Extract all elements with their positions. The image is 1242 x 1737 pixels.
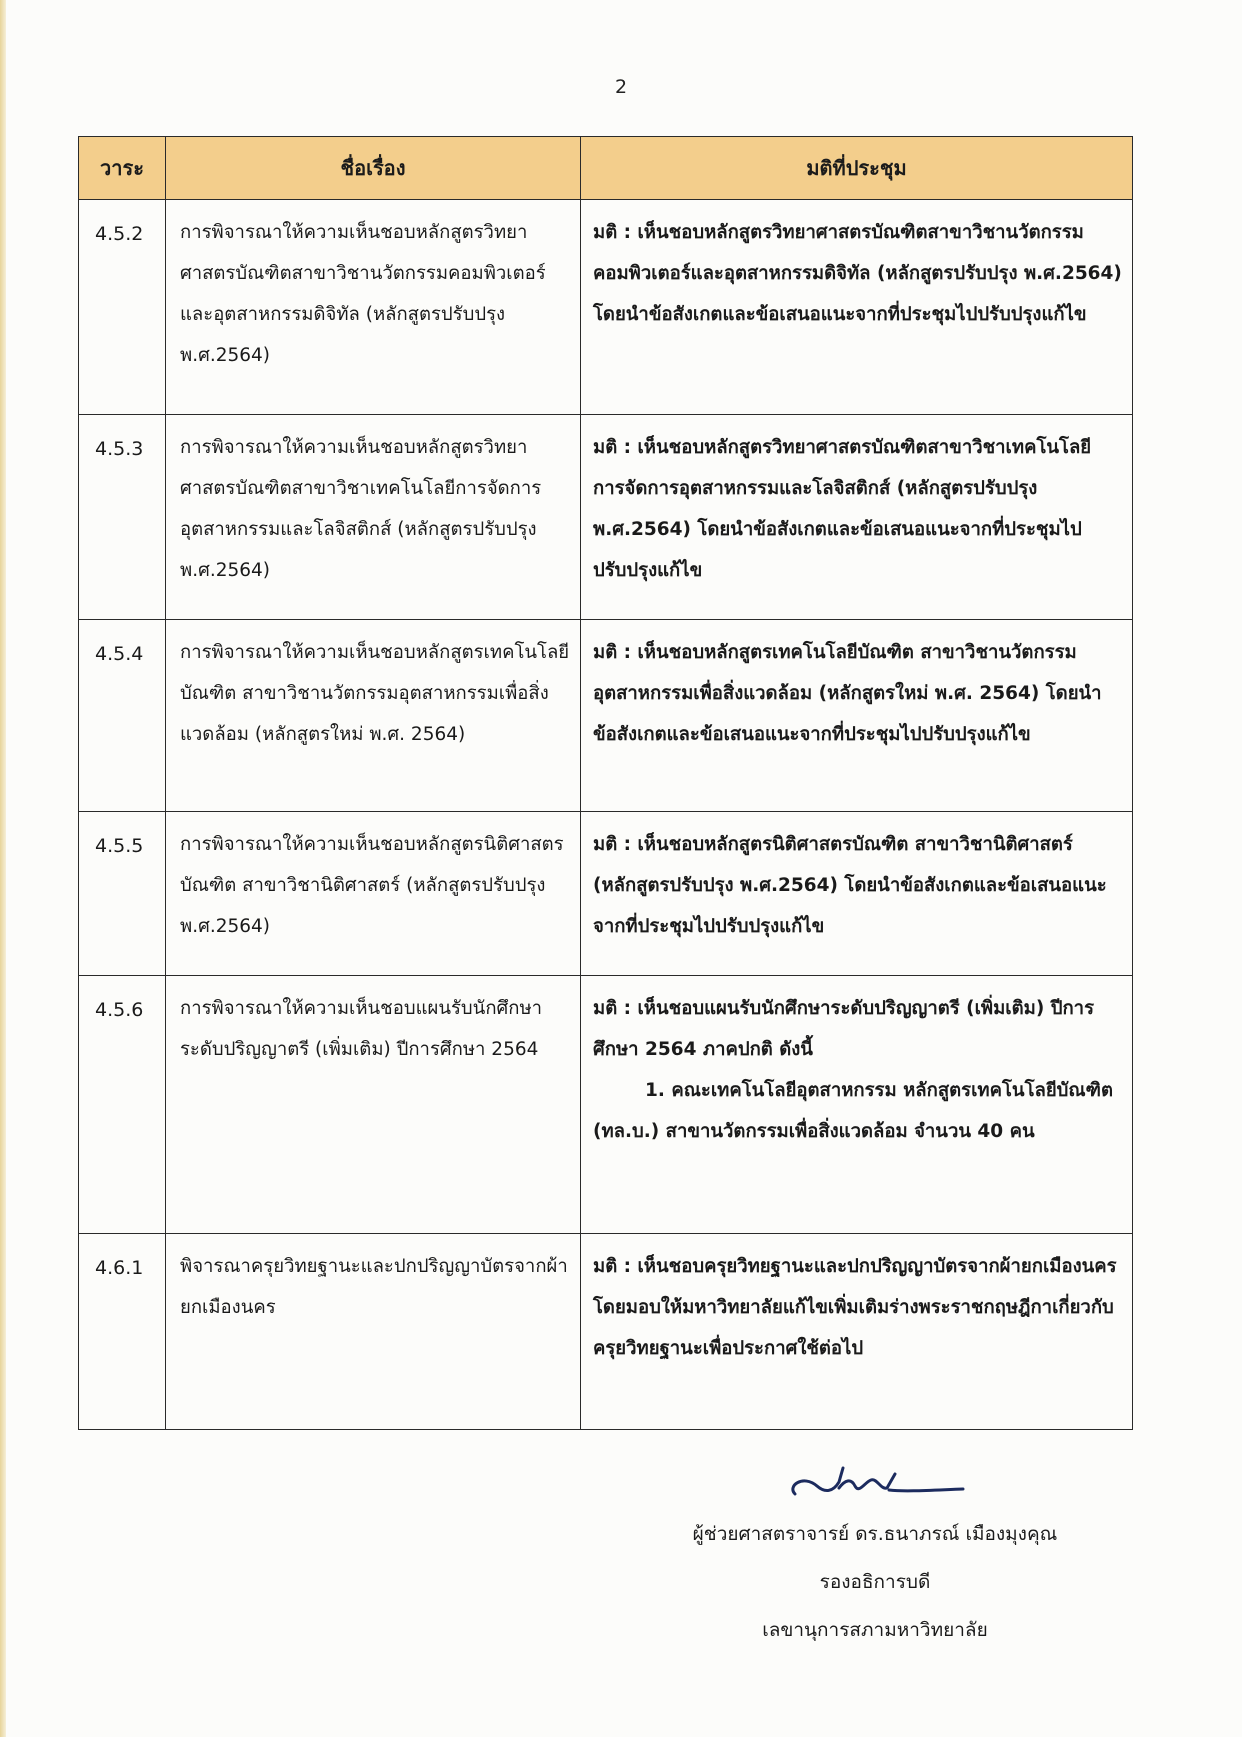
page-edge <box>0 0 6 1737</box>
signatory-name: ผู้ช่วยศาสตราจารย์ ดร.ธนาภรณ์ เมืองมุงคุณ <box>692 1523 1058 1545</box>
table-row <box>79 812 1133 976</box>
header-subject: ชื่อเรื่อง <box>166 137 581 200</box>
subject-text: การพิจารณาให้ความเห็นชอบหลักสูตรวิทยาศาสตรบัณฑิตสาขาวิชาเทคโนโลยีการจัดการอุตสาหกรรมและโลจิสติกส์ (หลักสูตรปรับปรุง พ.ศ.2564) <box>166 415 581 620</box>
subject-text: การพิจารณาให้ความเห็นชอบแผนรับนักศึกษาระดับปริญญาตรี (เพิ่มเติม) ปีการศึกษา 2564 <box>166 976 581 1234</box>
handwritten-signature <box>785 1460 965 1510</box>
resolution-text: มติ : เห็นชอบหลักสูตรเทคโนโลยีบัณฑิต สาขาวิชานวัตกรรมอุตสาหกรรมเพื่อสิ่งแวดล้อม (หลักสูตรใหม่ พ.ศ. 2564) โดยนำข้อสังเกตและข้อเสนอแนะจากที่ประชุมไปปรับปรุงแก้ไข <box>581 620 1133 812</box>
table-row <box>79 1234 1133 1430</box>
header-resolution: มติที่ประชุม <box>581 137 1133 200</box>
signatory-position: รองอธิการบดี <box>819 1571 931 1593</box>
page-number: 2 <box>614 76 628 98</box>
table-row <box>79 415 1133 620</box>
table-header-row <box>79 137 1133 200</box>
resolution-text: มติ : เห็นชอบหลักสูตรวิทยาศาสตรบัณฑิตสาขาวิชาเทคโนโลยีการจัดการอุตสาหกรรมและโลจิสติกส์ (หลักสูตรปรับปรุง พ.ศ.2564) โดยนำข้อสังเกตและข้อเสนอแนะจากที่ประชุมไปปรับปรุงแก้ไข <box>581 415 1133 620</box>
agenda-number: 4.5.4 <box>79 620 166 812</box>
signature-block <box>660 1460 1090 1654</box>
table-row <box>79 620 1133 812</box>
subject-text: พิจารณาครุยวิทยฐานะและปกปริญญาบัตรจากผ้ายกเมืองนคร <box>166 1234 581 1430</box>
resolution-text: มติ : เห็นชอบแผนรับนักศึกษาระดับปริญญาตรี (เพิ่มเติม) ปีการศึกษา 2564 ภาคปกติ ดังนี้ <box>593 998 1095 1060</box>
signatory-role: เลขานุการสภามหาวิทยาลัย <box>762 1619 988 1641</box>
subject-text: การพิจารณาให้ความเห็นชอบหลักสูตรเทคโนโลยีบัณฑิต สาขาวิชานวัตกรรมอุตสาหกรรมเพื่อสิ่งแวดล้อม (หลักสูตรใหม่ พ.ศ. 2564) <box>166 620 581 812</box>
resolution-list-item: 1. คณะเทคโนโลยีอุตสาหกรรม หลักสูตรเทคโนโลยีบัณฑิต (ทล.บ.) สาขานวัตกรรมเพื่อสิ่งแวดล้อม จำนวน 40 คน <box>593 1080 1113 1142</box>
subject-text: การพิจารณาให้ความเห็นชอบหลักสูตรนิติศาสตรบัณฑิต สาขาวิชานิติศาสตร์ (หลักสูตรปรับปรุง พ.ศ.2564) <box>166 812 581 976</box>
header-agenda: วาระ <box>79 137 166 200</box>
agenda-number: 4.5.5 <box>79 812 166 976</box>
agenda-number: 4.5.2 <box>79 200 166 415</box>
resolution-text: มติ : เห็นชอบครุยวิทยฐานะและปกปริญญาบัตรจากผ้ายกเมืองนคร โดยมอบให้มหาวิทยาลัยแก้ไขเพิ่มเติมร่างพระราชกฤษฎีกาเกี่ยวกับครุยวิทยฐานะเพื่อประกาศใช้ต่อไป <box>581 1234 1133 1430</box>
table-row <box>79 976 1133 1234</box>
agenda-number: 4.5.3 <box>79 415 166 620</box>
resolution-text: มติ : เห็นชอบหลักสูตรวิทยาศาสตรบัณฑิตสาขาวิชานวัตกรรมคอมพิวเตอร์และอุตสาหกรรมดิจิทัล (หลักสูตรปรับปรุง พ.ศ.2564) โดยนำข้อสังเกตและข้อเสนอแนะจากที่ประชุมไปปรับปรุงแก้ไข <box>581 200 1133 415</box>
minutes-table <box>78 136 1133 1430</box>
resolution-cell <box>581 976 1133 1234</box>
agenda-number: 4.5.6 <box>79 976 166 1234</box>
agenda-number: 4.6.1 <box>79 1234 166 1430</box>
table-row <box>79 200 1133 415</box>
subject-text: การพิจารณาให้ความเห็นชอบหลักสูตรวิทยาศาสตรบัณฑิตสาขาวิชานวัตกรรมคอมพิวเตอร์และอุตสาหกรรมดิจิทัล (หลักสูตรปรับปรุง พ.ศ.2564) <box>166 200 581 415</box>
resolution-text: มติ : เห็นชอบหลักสูตรนิติศาสตรบัณฑิต สาขาวิชานิติศาสตร์ (หลักสูตรปรับปรุง พ.ศ.2564) โดยนำข้อสังเกตและข้อเสนอแนะจากที่ประชุมไปปรับปรุงแก้ไข <box>581 812 1133 976</box>
